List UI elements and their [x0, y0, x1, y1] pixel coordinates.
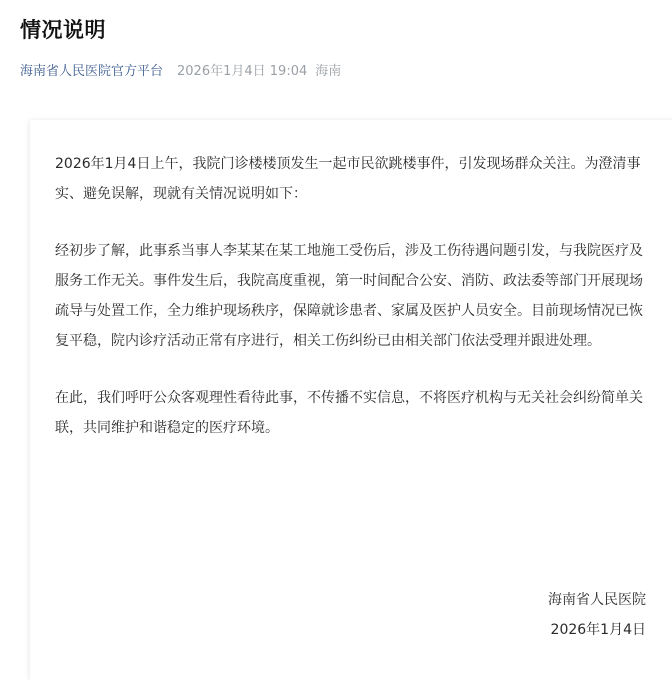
source-link[interactable]: 海南省人民医院官方平台 — [20, 64, 164, 79]
page-title: 情况说明 — [20, 18, 106, 42]
paragraph-3: 在此，我们呼吁公众客观理性看待此事，不传播不实信息，不将医疗机构与无关社会纠纷简单关联，共同维护和谐稳定的医疗环境。 — [55, 390, 643, 436]
signature-org: 海南省人民医院 — [548, 592, 646, 608]
signature-date: 2026年1月4日 — [550, 622, 646, 638]
publish-location: 海南 — [315, 64, 342, 79]
publish-date: 2026年1月4日 19:04 — [177, 64, 308, 79]
article-body — [55, 149, 655, 470]
paragraph-1: 2026年1月4日上午，我院门诊楼楼顶发生一起市民欲跳楼事件，引发现场群众关注。为澄清事实、避免误解，现就有关情况说明如下： — [55, 156, 641, 202]
signature — [548, 585, 646, 645]
article-meta — [20, 60, 341, 79]
paragraph-2: 经初步了解，此事系当事人李某某在某工地施工受伤后，涉及工伤待遇问题引发，与我院医疗及服务工作无关。事件发生后，我院高度重视，第一时间配合公安、消防、政法委等部门开展现场疏导与处置工作，全力维护现场秩序，保障就诊患者、家属及医护人员安全。目前现场情况已恢复平稳，院内诊疗活动正常有序进行，相关工伤纠纷已由相关部门依法受理并跟进处理。 — [55, 243, 643, 349]
